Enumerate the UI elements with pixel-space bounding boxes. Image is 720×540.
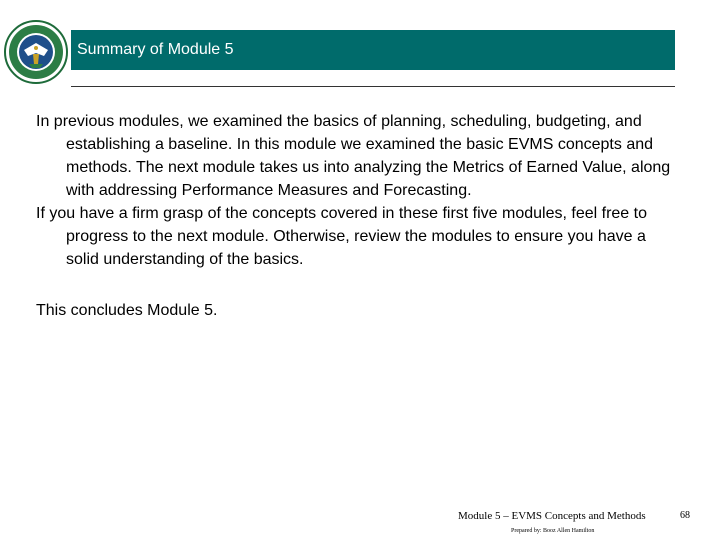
title-divider [71, 86, 675, 87]
slide-body [36, 110, 676, 322]
slide-title: Summary of Module 5 [77, 41, 234, 58]
closing-statement: This concludes Module 5. [36, 302, 218, 319]
doe-seal-icon [4, 20, 68, 84]
paragraph-next-steps: If you have a firm grasp of the concepts covered in these first five modules, feel free to progress to the next module. Otherwise, review the modules to ensure you have a solid understanding of the basics. [36, 205, 647, 268]
footer-module-label: Module 5 – EVMS Concepts and Methods [458, 510, 646, 522]
slide-title-bar [71, 30, 675, 70]
page-number: 68 [680, 510, 690, 521]
footer-prepared-by: Prepared by: Booz Allen Hamilton [511, 528, 595, 534]
paragraph-previous-modules: In previous modules, we examined the basics of planning, scheduling, budgeting, and establishing a baseline. In this module we examined the basic EVMS concepts and methods. The next module takes us into analyzing the Metrics of Earned Value, along with addressing Performance Measures and Forecasting. [36, 113, 671, 199]
